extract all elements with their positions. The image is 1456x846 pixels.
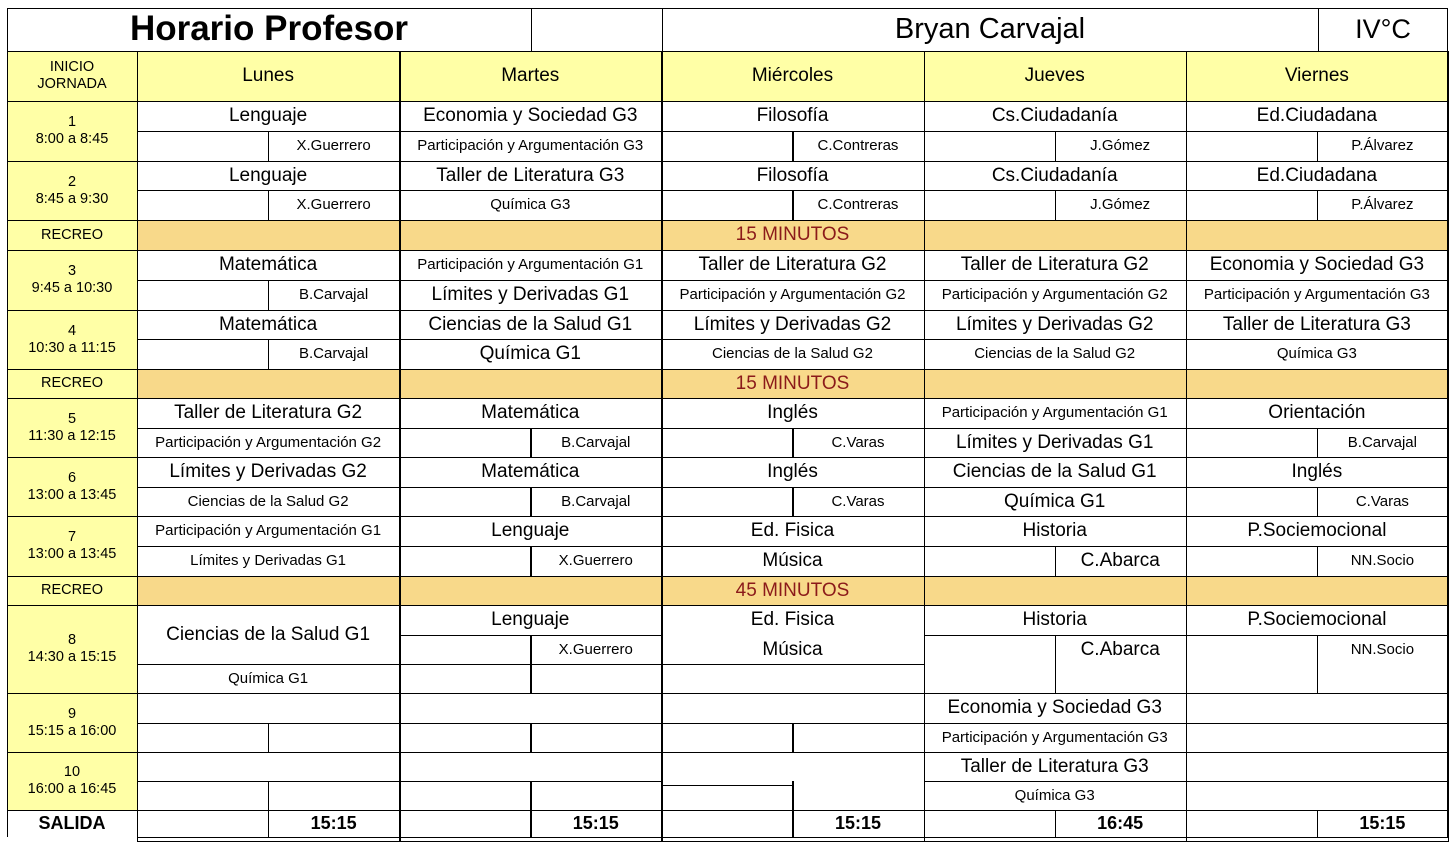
block-label xyxy=(7,516,137,576)
cell-rule xyxy=(924,457,1186,458)
sub-divider xyxy=(1055,810,1056,837)
sub-divider xyxy=(268,190,269,220)
schedule-cell: Inglés xyxy=(1291,461,1343,483)
block-label xyxy=(7,693,137,752)
sub-divider xyxy=(268,339,269,369)
schedule-cell: Límites y Derivadas G2 xyxy=(955,313,1154,335)
sub-divider xyxy=(530,810,531,837)
sub-divider xyxy=(1317,190,1318,220)
block-label xyxy=(7,250,137,310)
cell-rule xyxy=(399,752,661,753)
schedule-cell: Historia xyxy=(1022,609,1087,631)
sub-divider xyxy=(792,131,793,161)
row-rule xyxy=(7,220,1448,221)
block-number: 1 xyxy=(67,114,77,131)
cell-rule xyxy=(399,250,661,251)
schedule-cell: X.Guerrero xyxy=(296,137,371,155)
schedule-cell: Taller de Literatura G2 xyxy=(174,402,363,424)
block-number: 2 xyxy=(67,173,77,190)
schedule-cell: Límites y Derivadas G2 xyxy=(693,313,892,335)
cell-rule xyxy=(399,605,661,606)
schedule-cell: Química G1 xyxy=(1004,490,1106,512)
block-time: 10:30 a 11:15 xyxy=(28,339,116,356)
schedule-cell: Participación y Argumentación G2 xyxy=(941,286,1168,304)
schedule-cell: Taller de Literatura G3 xyxy=(436,164,625,186)
cell-rule xyxy=(399,339,661,340)
schedule-cell: Historia xyxy=(1022,520,1087,542)
schedule-cell: X.Guerrero xyxy=(558,552,633,570)
exit-time: 15:15 xyxy=(1359,813,1406,834)
sub-divider xyxy=(268,280,269,310)
block-label xyxy=(7,605,137,693)
block-label xyxy=(7,101,137,161)
schedule-cell: Lenguaje xyxy=(491,609,570,631)
day-header-viernes: Viernes xyxy=(1186,51,1448,101)
block-time: 15:15 a 16:00 xyxy=(27,722,117,739)
schedule-cell: Ciencias de la Salud G2 xyxy=(712,345,873,363)
block-time: 8:00 a 8:45 xyxy=(35,131,109,147)
schedule-cell: C.Varas xyxy=(831,492,885,510)
exit-label: SALIDA xyxy=(38,813,106,834)
day-header-lunes: Lunes xyxy=(137,51,399,101)
schedule-cell: C.Contreras xyxy=(817,196,899,214)
cell-rule xyxy=(399,280,661,281)
block-number: 8 xyxy=(67,632,77,649)
schedule-cell: Participación y Argumentación G2 xyxy=(679,286,906,304)
cell-rule xyxy=(661,752,923,753)
schedule-cell: Participación y Argumentación G1 xyxy=(155,522,382,540)
course-label: IV°C xyxy=(1355,13,1411,44)
day-header-martes: Martes xyxy=(399,51,661,101)
page-title: Horario Profesor xyxy=(129,9,409,49)
cell-rule xyxy=(399,516,661,517)
schedule-cell: B.Carvajal xyxy=(1347,433,1417,451)
schedule-cell: Taller de Literatura G2 xyxy=(698,254,887,276)
schedule-cell: Matemática xyxy=(218,254,318,276)
schedule-cell: Ciencias de la Salud G2 xyxy=(974,345,1136,363)
sub-divider xyxy=(268,131,269,161)
cell-rule xyxy=(137,605,399,606)
schedule-cell: J.Gómez xyxy=(1090,196,1151,214)
sub-divider xyxy=(1317,635,1318,693)
cell-rule xyxy=(1186,781,1448,782)
schedule-cell: Orientación xyxy=(1268,402,1366,424)
sub-divider xyxy=(792,190,793,220)
cell-rule xyxy=(1186,693,1448,694)
sub-divider xyxy=(792,428,793,457)
sub-divider xyxy=(530,635,531,693)
schedule-cell: Inglés xyxy=(767,402,818,424)
cell-rule xyxy=(399,398,661,399)
cell-rule xyxy=(661,693,923,694)
cell-rule xyxy=(924,398,1186,399)
sub-divider xyxy=(530,428,531,457)
cell-rule xyxy=(924,161,1186,162)
schedule-cell: Taller de Literatura G3 xyxy=(960,755,1149,777)
schedule-cell: Matemática xyxy=(481,461,580,483)
schedule-cell: Filosofía xyxy=(756,164,829,186)
cell-rule xyxy=(1186,723,1448,724)
schedule-cell: C.Varas xyxy=(1355,492,1409,510)
schedule-cell: C.Contreras xyxy=(817,137,899,155)
sub-divider xyxy=(268,810,269,837)
cell-rule xyxy=(1186,280,1448,281)
cell-rule xyxy=(661,310,923,311)
sub-divider xyxy=(792,781,793,837)
schedule-cell: X.Guerrero xyxy=(296,196,371,214)
cell-rule xyxy=(1186,161,1448,162)
cell-rule xyxy=(661,339,923,340)
exit-time: 15:15 xyxy=(834,813,881,834)
cell-rule xyxy=(924,752,1186,753)
schedule-cell: Química G3 xyxy=(490,196,571,214)
cell-rule xyxy=(137,398,399,399)
exit-time: 15:15 xyxy=(572,813,619,834)
cell-rule xyxy=(924,723,1186,724)
block-number: 6 xyxy=(67,469,77,486)
block-time: 8:45 a 9:30 xyxy=(35,190,109,207)
schedule-cell: X.Guerrero xyxy=(558,640,633,658)
cell-rule xyxy=(137,457,399,458)
cell-rule xyxy=(137,250,399,251)
cell-rule xyxy=(661,280,923,281)
row-rule xyxy=(7,810,1448,811)
sub-divider xyxy=(530,546,531,576)
cell-rule xyxy=(924,250,1186,251)
schedule-cell: Matemática xyxy=(218,313,318,335)
block-label xyxy=(7,310,137,369)
schedule-cell: Límites y Derivadas G1 xyxy=(955,431,1154,453)
sub-divider xyxy=(268,723,269,752)
schedule-cell: Ciencias de la Salud G2 xyxy=(187,492,349,510)
cell-rule xyxy=(924,339,1186,340)
sub-divider xyxy=(792,487,793,516)
recess-duration: 15 MINUTOS xyxy=(137,220,1448,250)
block-label xyxy=(7,161,137,220)
schedule-cell: P.Sociemocional xyxy=(1247,609,1387,631)
sub-divider xyxy=(1317,546,1318,576)
frame-bottom-double xyxy=(137,841,1448,842)
block-number: 3 xyxy=(67,263,77,280)
sub-divider xyxy=(1055,131,1056,161)
cell-rule xyxy=(137,693,399,694)
frame-top xyxy=(7,8,1448,9)
sub-divider xyxy=(1317,810,1318,837)
cell-rule xyxy=(661,785,792,786)
schedule-cell: B.Carvajal xyxy=(561,433,631,451)
label-rule xyxy=(7,161,137,162)
schedule-cell: C.Abarca xyxy=(1080,550,1160,572)
schedule-cell: Ed.Ciudadana xyxy=(1256,105,1378,127)
cell-rule xyxy=(661,161,923,162)
cell-rule xyxy=(661,605,923,606)
schedule-cell: Química G3 xyxy=(1276,345,1357,363)
row-rule xyxy=(7,576,1448,577)
exit-time: 15:15 xyxy=(310,813,357,834)
cell-rule xyxy=(661,664,923,665)
schedule-cell: NN.Socio xyxy=(1350,640,1415,658)
recess-duration: 45 MINUTOS xyxy=(137,576,1448,605)
header-divider xyxy=(1318,8,1319,51)
schedule-cell: NN.Socio xyxy=(1350,552,1415,570)
schedule-cell: Participación y Argumentación G1 xyxy=(417,256,644,274)
schedule-cell: Lenguaje xyxy=(228,164,308,186)
sub-divider xyxy=(530,781,531,810)
block-time: 11:30 a 12:15 xyxy=(28,427,116,444)
sub-divider xyxy=(268,781,269,810)
schedule-cell: Límites y Derivadas G1 xyxy=(190,552,347,570)
schedule-cell: Participación y Argumentación G3 xyxy=(1203,286,1430,304)
schedule-cell: Límites y Derivadas G1 xyxy=(431,284,630,306)
schedule-cell: P.Álvarez xyxy=(1351,196,1414,214)
cell-rule xyxy=(924,693,1186,694)
sub-divider xyxy=(1317,131,1318,161)
schedule-cell: Música xyxy=(762,638,823,660)
header-divider xyxy=(662,8,663,51)
block-label xyxy=(7,398,137,457)
cell-rule xyxy=(924,280,1186,281)
schedule-cell: Participación y Argumentación G1 xyxy=(941,404,1168,422)
schedule-cell: Economia y Sociedad G3 xyxy=(423,105,638,127)
schedule-cell: Ed. Fisica xyxy=(750,520,835,542)
schedule-cell: J.Gómez xyxy=(1090,137,1151,155)
cell-rule xyxy=(1186,339,1448,340)
schedule-cell: C.Abarca xyxy=(1080,638,1160,660)
schedule-cell: Lenguaje xyxy=(491,520,570,542)
cell-rule xyxy=(661,250,923,251)
cell-rule xyxy=(924,428,1186,429)
schedule-cell: Química G3 xyxy=(1014,786,1095,804)
header-rule xyxy=(7,51,1448,52)
cell-rule xyxy=(399,310,661,311)
label-rule xyxy=(7,752,137,753)
schedule-cell: Química G1 xyxy=(228,669,309,687)
schedule-cell: Filosofía xyxy=(756,105,829,127)
block-number: 7 xyxy=(67,529,77,546)
schedule-cell: C.Varas xyxy=(831,433,885,451)
cell-rule xyxy=(661,457,923,458)
cell-rule xyxy=(399,693,661,694)
block-time: 16:00 a 16:45 xyxy=(27,781,117,797)
block-number: 4 xyxy=(67,322,77,339)
schedule-cell: Lenguaje xyxy=(228,105,308,127)
header-divider xyxy=(531,8,532,51)
schedule-cell: Participación y Argumentación G3 xyxy=(417,137,644,155)
start-label-line: JORNADA xyxy=(37,76,107,92)
cell-rule xyxy=(137,546,399,547)
block-label xyxy=(7,752,137,810)
row-rule xyxy=(7,369,1448,370)
schedule-cell: P.Álvarez xyxy=(1351,137,1414,155)
teacher-name: Bryan Carvajal xyxy=(894,12,1086,45)
cell-rule xyxy=(399,190,661,191)
frame-bottom xyxy=(137,837,1448,838)
schedule-cell: Matemática xyxy=(481,402,580,424)
cell-rule xyxy=(661,546,923,547)
cell-rule xyxy=(1186,457,1448,458)
schedule-cell: P.Sociemocional xyxy=(1247,520,1387,542)
cell-rule xyxy=(137,516,399,517)
schedule-cell: Taller de Literatura G2 xyxy=(960,254,1149,276)
block-label xyxy=(7,457,137,516)
start-label-line: INICIO xyxy=(49,59,95,76)
block-time: 13:00 a 13:45 xyxy=(27,546,117,562)
cell-rule xyxy=(137,310,399,311)
sub-divider xyxy=(1055,190,1056,220)
block-number: 9 xyxy=(67,705,77,722)
block-time: 14:30 a 15:15 xyxy=(27,649,117,665)
schedule-cell: Taller de Literatura G3 xyxy=(1222,313,1411,335)
sub-divider xyxy=(1317,428,1318,457)
schedule-cell: B.Carvajal xyxy=(298,345,369,363)
label-rule xyxy=(7,810,137,811)
schedule-cell: Música xyxy=(762,550,823,572)
sub-divider xyxy=(792,723,793,752)
cell-rule xyxy=(924,487,1186,488)
sub-divider xyxy=(530,487,531,516)
cell-rule xyxy=(924,310,1186,311)
cell-rule xyxy=(137,752,399,753)
cell-rule xyxy=(137,161,399,162)
cell-rule xyxy=(399,161,661,162)
cell-rule xyxy=(1186,398,1448,399)
cell-rule xyxy=(924,516,1186,517)
day-header-miercoles: Miércoles xyxy=(661,51,923,101)
start-label xyxy=(7,51,137,101)
schedule-cell: Cs.Ciudadanía xyxy=(991,164,1118,186)
cell-rule xyxy=(1186,752,1448,753)
schedule-cell: B.Carvajal xyxy=(298,286,369,304)
sub-divider xyxy=(530,723,531,752)
block-number: 5 xyxy=(67,410,77,427)
schedule-cell: Participación y Argumentación G2 xyxy=(155,433,382,451)
schedule-cell: B.Carvajal xyxy=(561,492,631,510)
row-rule xyxy=(7,101,1448,102)
label-rule xyxy=(7,310,137,311)
cell-rule xyxy=(137,664,399,665)
recess-duration: 15 MINUTOS xyxy=(137,369,1448,398)
schedule-cell: Economia y Sociedad G3 xyxy=(1209,254,1425,276)
schedule-cell: Inglés xyxy=(767,461,818,483)
recess-label: RECREO xyxy=(7,576,137,605)
sub-divider xyxy=(1055,546,1056,576)
cell-rule xyxy=(1186,250,1448,251)
cell-rule xyxy=(137,428,399,429)
sub-divider xyxy=(1317,487,1318,516)
cell-rule xyxy=(661,516,923,517)
label-rule xyxy=(7,457,137,458)
schedule-cell: Ed. Fisica xyxy=(750,609,835,631)
column-rule xyxy=(1448,51,1449,842)
frame-left xyxy=(7,8,8,837)
schedule-cell: Ciencias de la Salud G1 xyxy=(428,313,633,335)
cell-rule xyxy=(399,457,661,458)
cell-rule xyxy=(399,131,661,132)
cell-rule xyxy=(924,781,1186,782)
schedule-cell: Química G1 xyxy=(479,343,581,365)
label-rule xyxy=(7,516,137,517)
cell-rule xyxy=(1186,605,1448,606)
sub-divider xyxy=(1055,635,1056,693)
cell-rule xyxy=(137,487,399,488)
recess-label: RECREO xyxy=(7,220,137,250)
day-header-jueves: Jueves xyxy=(924,51,1186,101)
block-time: 13:00 a 13:45 xyxy=(27,486,117,503)
schedule-cell: Límites y Derivadas G2 xyxy=(169,461,367,483)
schedule-cell: Ciencias de la Salud G1 xyxy=(166,623,371,645)
schedule-cell: Cs.Ciudadanía xyxy=(991,105,1118,127)
exit-time: 16:45 xyxy=(1097,813,1144,834)
schedule-cell: Economia y Sociedad G3 xyxy=(947,697,1162,719)
schedule-cell: Ed.Ciudadana xyxy=(1256,164,1378,186)
cell-rule xyxy=(1186,516,1448,517)
label-rule xyxy=(7,693,137,694)
block-time: 9:45 a 10:30 xyxy=(31,280,113,296)
block-number: 10 xyxy=(63,764,81,781)
schedule-cell: Participación y Argumentación G3 xyxy=(941,728,1168,746)
cell-rule xyxy=(1186,310,1448,311)
recess-label: RECREO xyxy=(7,369,137,398)
cell-rule xyxy=(924,605,1186,606)
cell-rule xyxy=(661,398,923,399)
schedule-cell: Ciencias de la Salud G1 xyxy=(952,461,1157,483)
